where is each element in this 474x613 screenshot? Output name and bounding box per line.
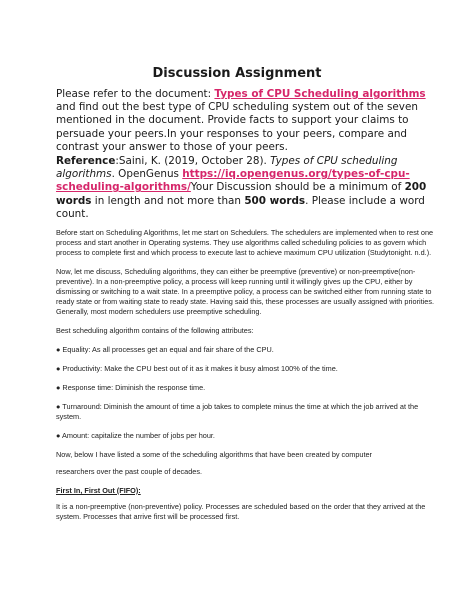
bullet-turnaround: ● Turnaround: Diminish the amount of time a job takes to complete minus the time at which the job arrived at the system. <box>56 402 419 421</box>
max-words: 500 words <box>244 194 306 207</box>
bullet-response-time: ● Response time: Diminish the response time. <box>56 383 206 392</box>
bullet-productivity: ● Productivity: Make the CPU best out of it as it makes it busy almost 100% of the time. <box>56 364 338 373</box>
paragraph-listed-algorithms-line1: Now, below I have listed a some of the scheduling algorithms that have been created by computer <box>56 450 372 459</box>
paragraph-scheduling-algorithms: Now, let me discuss, Scheduling algorithms, they can either be preemptive (preventive) or non-preemptive(non-preventive). In a non-preemptive policy, a process will keep running until it willingly gives up the CPU, either by dismissing or switching to a wait state. In a preemptive policy, a process can be switched either from running state to ready state or from waiting state to ready state. Having said this, these processes are usually assigned with priorities. Generally, most modern schedulers use preemptive scheduling. <box>56 267 434 316</box>
reference-publisher: . OpenGenus <box>111 168 183 181</box>
intro-text-start: Please refer to the document: <box>56 88 215 100</box>
word-requirement-mid: in length and not more than <box>91 194 245 207</box>
fifo-heading: First In, First Out (FIFO): <box>56 486 141 495</box>
paragraph-attributes-intro: Best scheduling algorithm contains of the following attributes: <box>56 326 254 335</box>
reference-block <box>56 155 436 221</box>
fifo-description: It is a non-preemptive (non-preventive) policy. Processes are scheduled based on the order that they arrived at the system. Processes that arrive first will be processed first. <box>56 502 426 521</box>
document-link[interactable]: Types of CPU Scheduling algorithms <box>214 88 426 100</box>
reference-label: Reference <box>56 155 116 167</box>
word-requirement-text: Your Discussion should be a minimum of <box>190 181 405 194</box>
reference-work-title: Types of CPU scheduling algorithms <box>56 155 398 181</box>
reference-citation: :Saini, K. (2019, October 28). <box>115 155 271 167</box>
min-words: 200 words <box>56 181 427 207</box>
assignment-instructions <box>56 88 436 154</box>
bullet-equality: ● Equality: As all processes get an equal and fair share of the CPU. <box>56 345 274 354</box>
bullet-amount: ● Amount: capitalize the number of jobs per hour. <box>56 431 215 440</box>
page-title: Discussion Assignment <box>152 66 322 81</box>
reference-url-link[interactable]: https://iq.opengenus.org/types-of-cpu-scheduling-algorithms/ <box>56 168 410 194</box>
paragraph-listed-algorithms-line2: researchers over the past couple of decades. <box>56 467 203 476</box>
word-requirement-end: . Please include a word count. <box>56 194 425 220</box>
discussion-body <box>56 228 440 531</box>
paragraph-schedulers: Before start on Scheduling Algorithms, let me start on Schedulers. The schedulers are implemented when to rest one process and start another in Operating systems. They use algorithms called scheduling policies to as govern which process to complete first and which process to execute last to achieve maximum CPU utilization (Studytonight. n.d.). <box>56 228 434 257</box>
intro-text-rest: and find out the best type of CPU scheduling system out of the seven mentioned in the document. Provide facts to support your claims to persuade your peers.In your responses to your peers, compare and contrast your answer to those of your peers. <box>56 101 418 153</box>
